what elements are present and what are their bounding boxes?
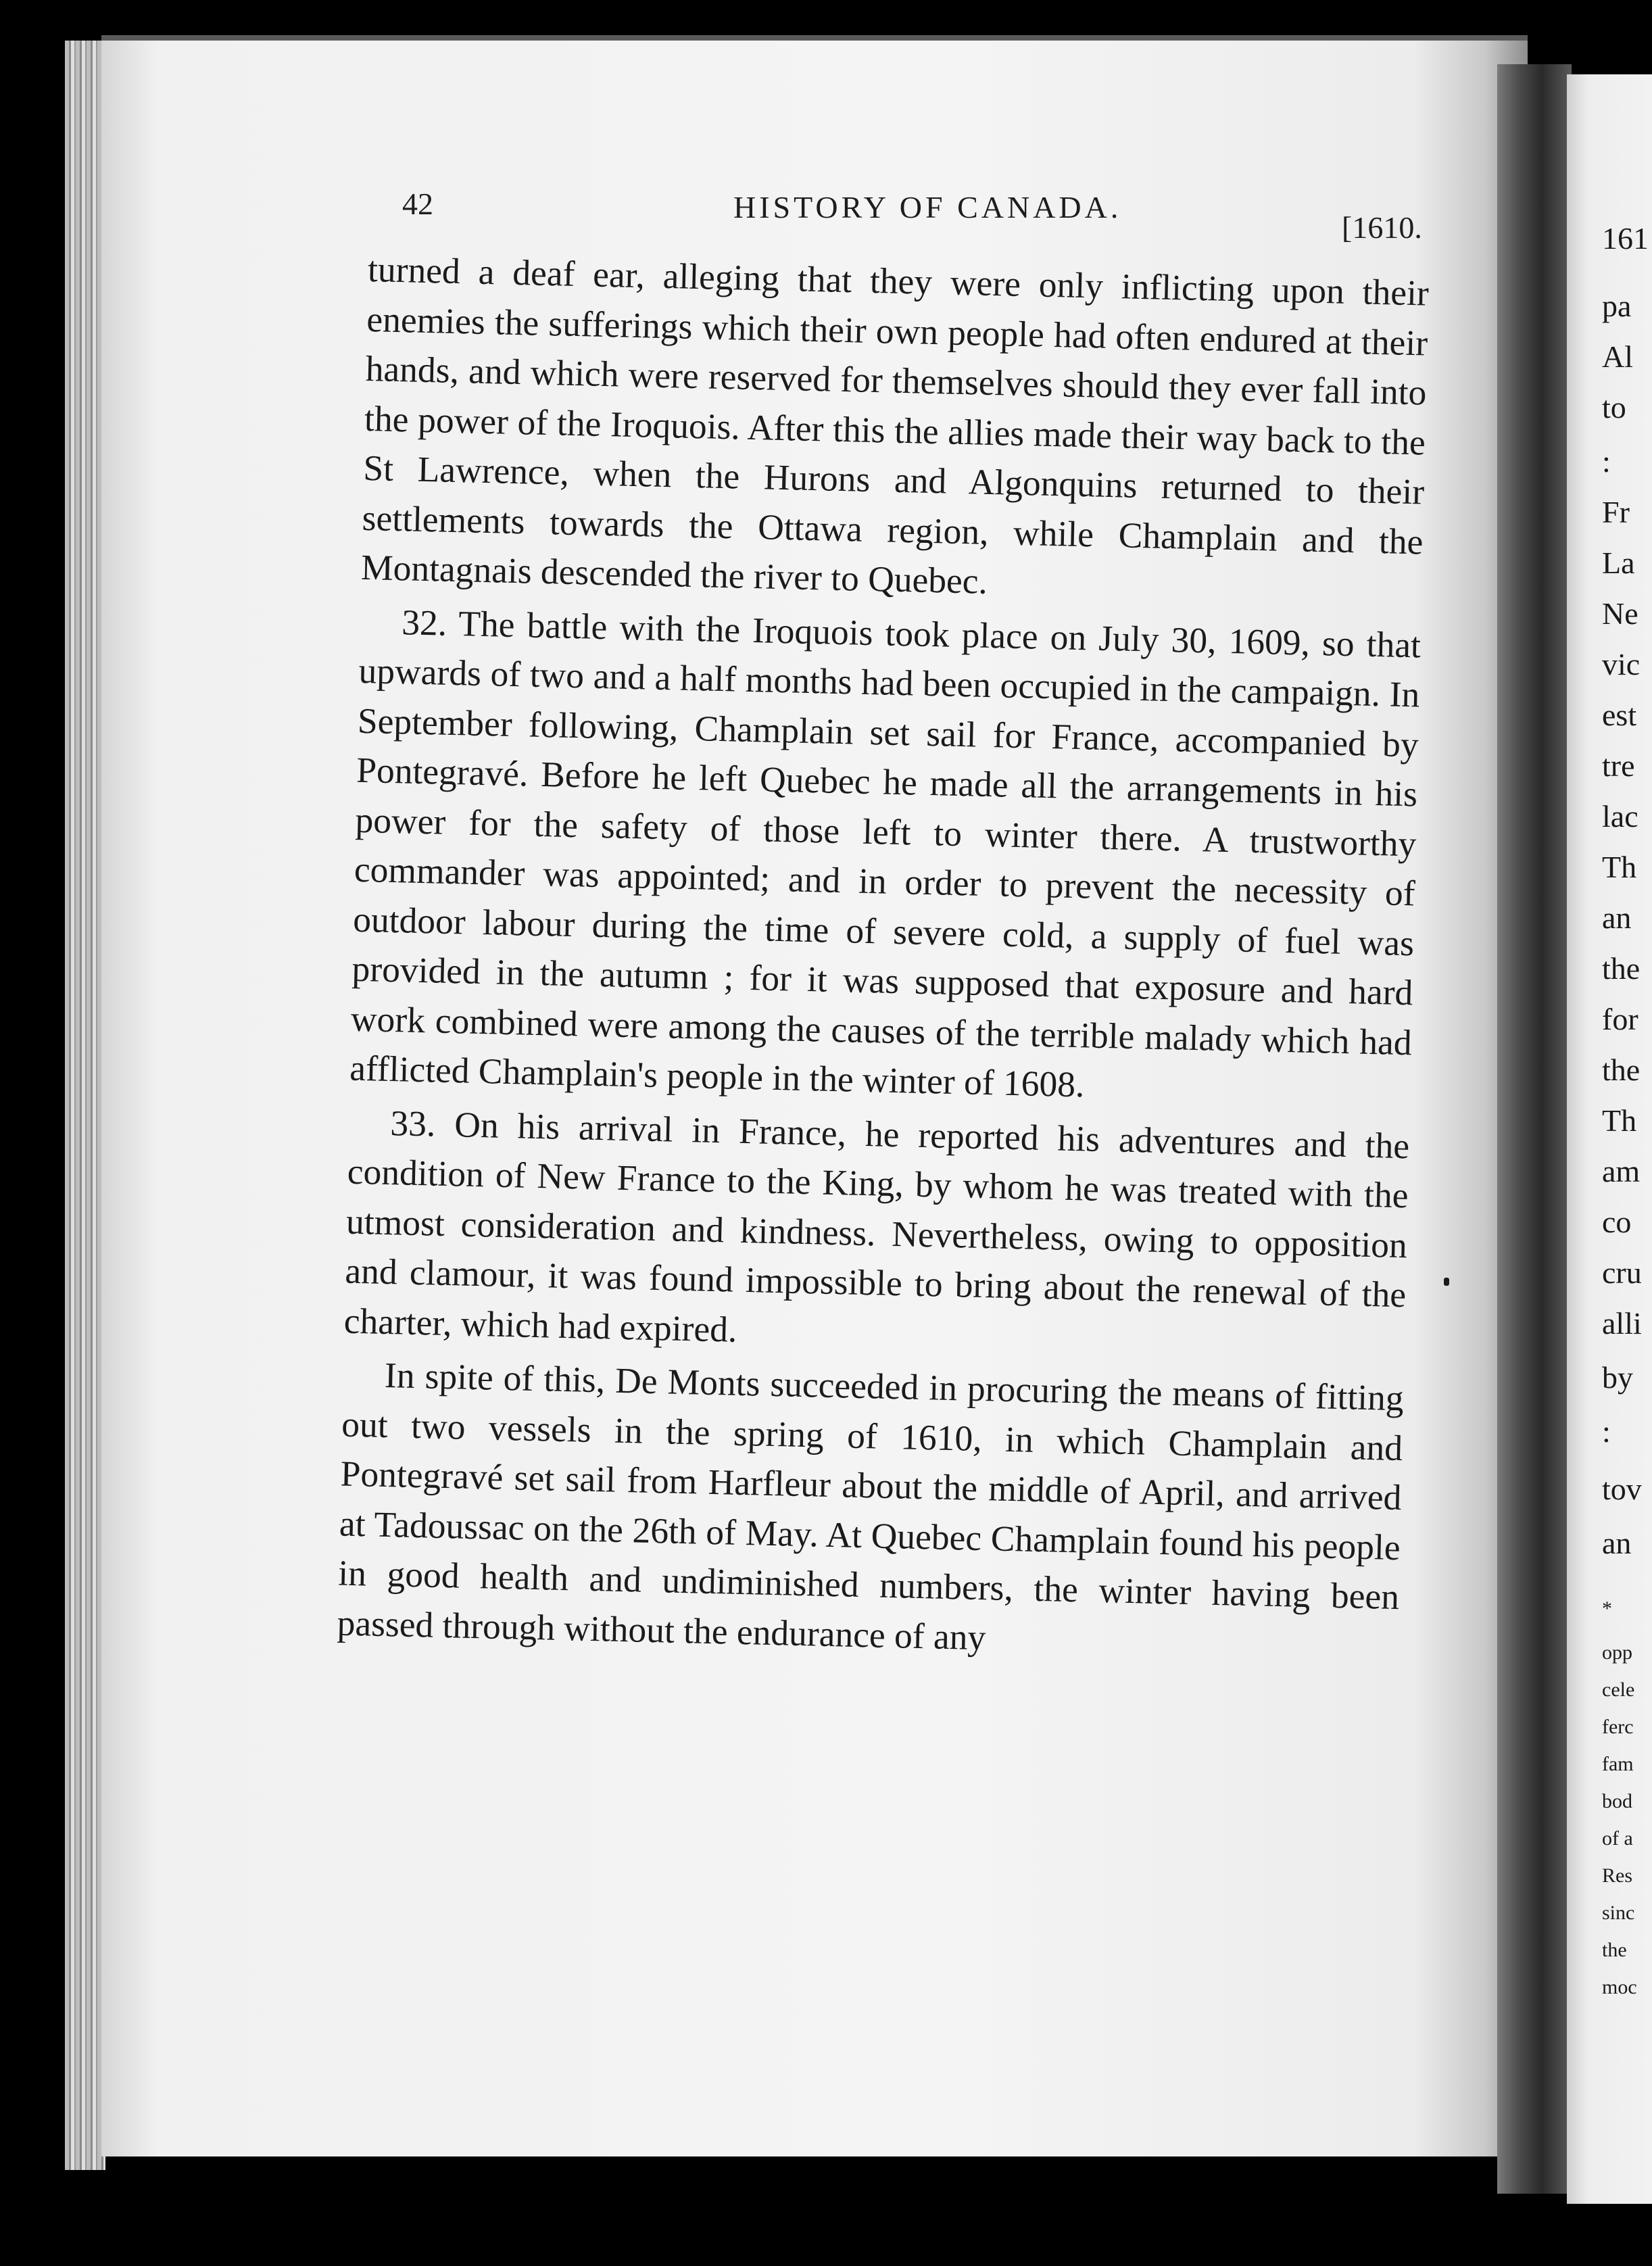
facing-line: vic xyxy=(1602,647,1641,681)
facing-line: alli xyxy=(1602,1306,1642,1341)
page-number: 42 xyxy=(402,187,433,221)
facing-line: : xyxy=(1602,1414,1611,1449)
facing-footnote-line: fam xyxy=(1602,1753,1634,1775)
page-header xyxy=(402,172,1457,245)
facing-line: an xyxy=(1602,1526,1632,1560)
margin-mark xyxy=(1444,1278,1449,1286)
facing-line: am xyxy=(1602,1154,1641,1188)
facing-line: pa xyxy=(1602,289,1632,323)
facing-footnote-line: the xyxy=(1602,1939,1627,1961)
facing-line: Al xyxy=(1602,339,1633,374)
paragraph-32: 32. The battle with the Iroquois took place on July 30, 1609, so that upwards of two and a half months had been occupied in the campaign. In September following, Champlain set sail for France, accompanied by Pontegravé. Before he left Quebec he made all the arrangements in his power for the safety of those left to winter there. A trustworthy commander was appointed; and in order to prevent the necessity of outdoor labour during the time of severe cold, a supply of fuel was provided in the autumn ; for it was supposed that exposure and hard work combined were among the causes of the terrible malady which had afflicted Champlain's people in the winter of 1608. xyxy=(349,601,1422,1105)
facing-footnote-line: sinc xyxy=(1602,1902,1635,1924)
facing-footnote-line: opp xyxy=(1602,1641,1632,1664)
paragraph-33: 33. On his arrival in France, he reported his adventures and the condition of New France to the King, by whom he was treated with the utmost consideration and kindness. Nevertheless, owing to opposition and clamour, it was found impossible to bring about the renewal of the charter, which had expired. xyxy=(343,1102,1410,1350)
facing-footnote-line: ferc xyxy=(1602,1716,1634,1738)
facing-line: Ne xyxy=(1602,596,1638,631)
facing-line: tre xyxy=(1602,748,1635,783)
page-edges xyxy=(65,41,105,2170)
facing-line: the xyxy=(1602,1053,1641,1087)
facing-footnote-line: cele xyxy=(1602,1679,1635,1701)
facing-footnote-line: of a xyxy=(1602,1827,1633,1850)
facing-line: 161 xyxy=(1602,221,1649,256)
facing-line: co xyxy=(1602,1205,1632,1239)
facing-line: Th xyxy=(1602,1103,1637,1138)
book-gutter xyxy=(1497,64,1572,2194)
paragraph-continued: turned a deaf ear, alleging that they were only inflicting upon their enemies the sufferings which their own people had often endured at their hands, and which were reserved for themselves should they ever fall into the power of the Iroquois. After this the allies made their way back to the St Lawrence, when the Hurons and Algonquins returned to their settlements towards the Ottawa region, while Champlain and the Montagnais descended the river to Quebec. xyxy=(360,248,1430,602)
facing-line: the xyxy=(1602,951,1641,986)
facing-footnote-line: moc xyxy=(1602,1976,1637,1998)
facing-line: to xyxy=(1602,390,1626,425)
facing-line: Th xyxy=(1602,850,1637,884)
paragraph-in-spite: In spite of this, De Monts succeeded in procuring the means of fitting out two vessels in the spring of 1610, in which Champlain and Pontegravé set sail from Harfleur about the middle of April, and arrived at Tadoussac on the 26th of May. At Quebec Champlain found his people in good health and undiminished numbers, the winter having been passed through without the endurance of any xyxy=(337,1354,1405,1658)
facing-footnote-line: bod xyxy=(1602,1790,1632,1812)
facing-line: La xyxy=(1602,546,1635,580)
facing-line: for xyxy=(1602,1002,1638,1036)
facing-footnote-line: Res xyxy=(1602,1864,1632,1887)
facing-line: an xyxy=(1602,900,1632,935)
facing-line: Fr xyxy=(1602,495,1630,529)
facing-line: : xyxy=(1602,444,1611,479)
running-title: HISTORY OF CANADA. xyxy=(733,190,1122,224)
year-marker: [1610. xyxy=(1342,210,1422,245)
facing-line: est xyxy=(1602,698,1637,732)
facing-line: tov xyxy=(1602,1472,1642,1506)
facing-line: cru xyxy=(1602,1255,1642,1290)
facing-line: by xyxy=(1602,1360,1633,1395)
facing-line: lac xyxy=(1602,799,1638,834)
body-text xyxy=(337,245,1430,1672)
facing-footnote-line: * xyxy=(1602,1597,1612,1620)
